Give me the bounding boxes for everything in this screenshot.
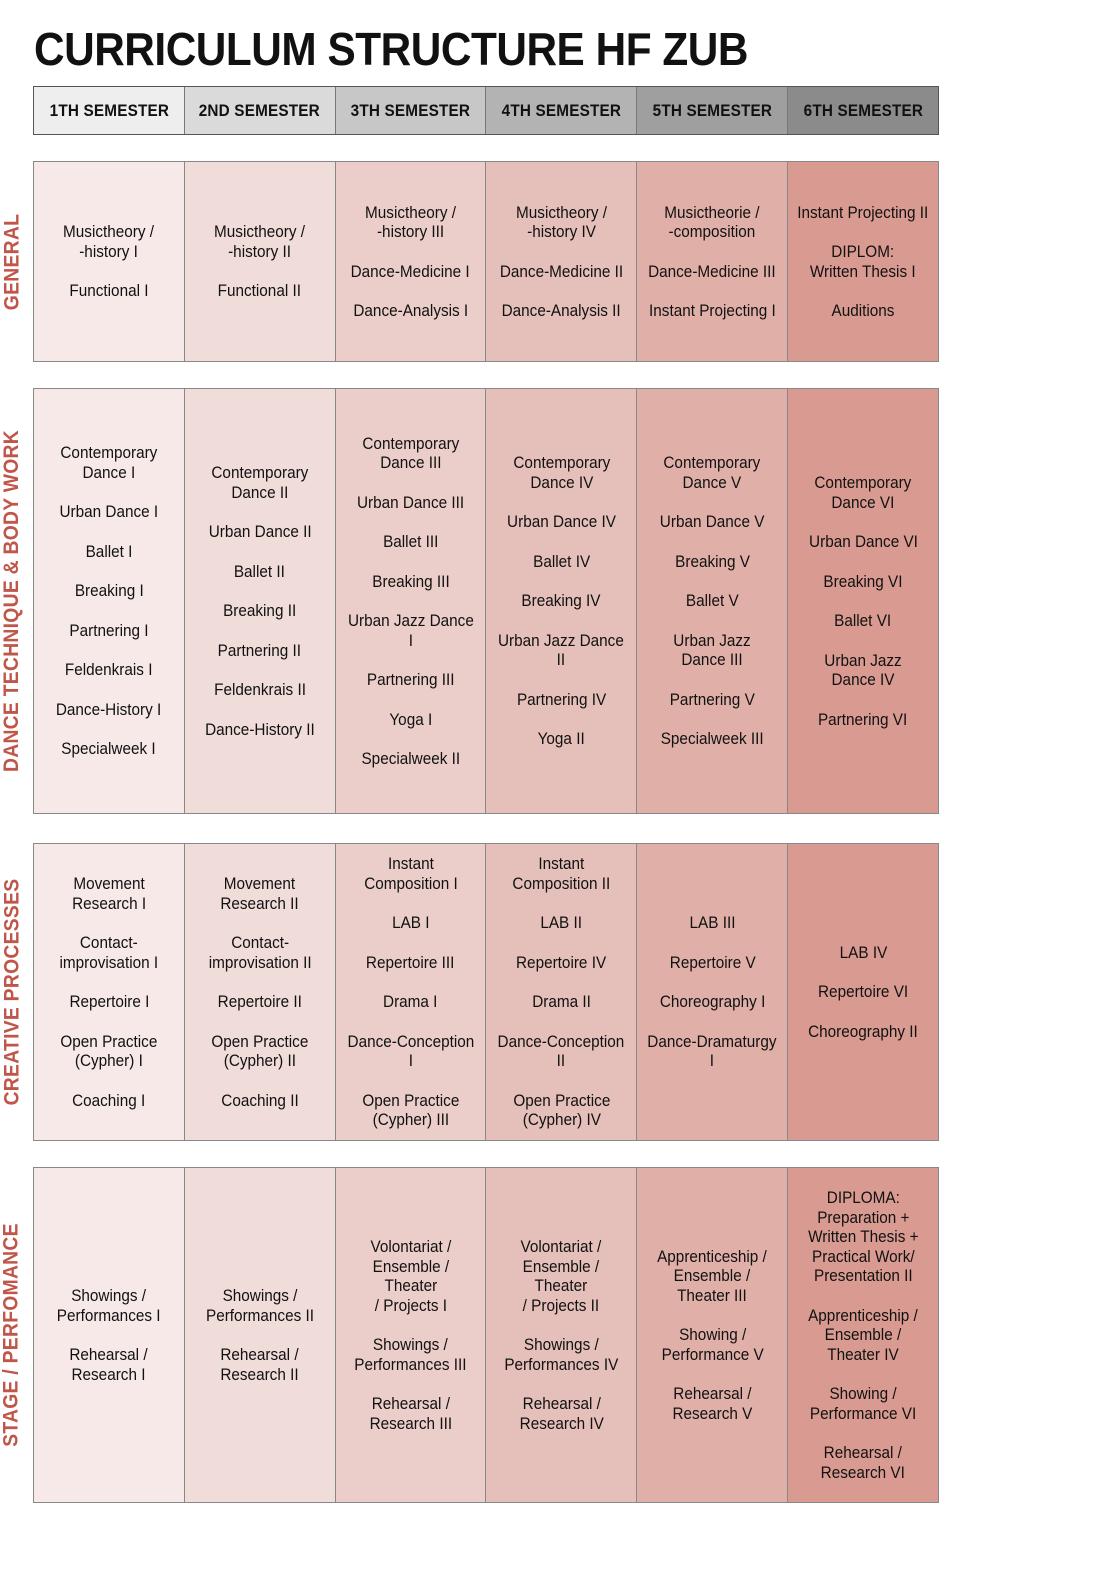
course-item: Repertoire IV <box>516 952 607 972</box>
course-item: Musictheory / -history I <box>63 222 155 261</box>
course-item: Contact- improvisation I <box>59 933 159 972</box>
course-item: Urban Dance VI <box>808 532 918 551</box>
course-item: Musictheory / -history III <box>365 202 457 241</box>
course-item: Dance-Medicine III <box>648 261 777 281</box>
course-item: Showings / Performances I <box>57 1286 161 1325</box>
course-item: Feldenkrais I <box>65 660 153 680</box>
course-item: Repertoire III <box>366 952 455 972</box>
course-item: DIPLOMA: Preparation + Written Thesis + Practical Work/ Presentation II <box>807 1188 919 1285</box>
semester-label: 2ND SEMESTER <box>199 100 321 120</box>
course-item: Urban Dance I <box>59 502 159 522</box>
semester-header-5 <box>637 87 788 134</box>
course-item: Contemporary Dance VI <box>814 473 912 512</box>
course-item: Dance-History I <box>56 699 162 719</box>
course-item: Urban Dance IV <box>506 512 616 532</box>
course-item: Auditions <box>831 301 895 320</box>
course-item: Rehearsal / Research VI <box>820 1443 906 1482</box>
semester-cell <box>788 844 938 1140</box>
semester-label: 5TH SEMESTER <box>652 100 772 120</box>
course-item: Showings / Performances IV <box>504 1335 619 1374</box>
course-item: Musictheory / -history IV <box>515 202 607 241</box>
course-item: Breaking VI <box>823 571 903 591</box>
section-label <box>0 161 24 362</box>
semester-cell <box>637 844 788 1140</box>
course-item: Instant Projecting II <box>797 202 929 222</box>
semester-cell <box>336 844 487 1140</box>
course-item: Repertoire VI <box>817 982 909 1002</box>
course-item: Urban Jazz Dance IV <box>824 650 902 689</box>
semester-cell <box>486 389 637 813</box>
course-item: Repertoire I <box>68 992 149 1011</box>
course-item: Coaching I <box>72 1090 146 1110</box>
section-row <box>33 388 939 814</box>
course-item: Contact- improvisation II <box>208 933 312 972</box>
course-item: Contemporary Dance IV <box>512 453 610 492</box>
semester-label: 3TH SEMESTER <box>350 100 471 120</box>
course-item: Urban Jazz Dance III <box>673 630 751 670</box>
semester-label: 1TH SEMESTER <box>49 100 169 120</box>
semester-cell <box>336 1168 487 1502</box>
course-item: Coaching II <box>221 1090 299 1110</box>
semester-cell <box>788 1168 938 1502</box>
semester-cell <box>34 389 185 813</box>
course-item: Rehearsal / Research III <box>369 1394 452 1433</box>
course-item: Dance-Medicine I <box>351 261 471 281</box>
semester-cell <box>486 162 637 361</box>
course-item: Open Practice (Cypher) III <box>362 1090 460 1130</box>
course-item: Movement Research II <box>220 874 299 913</box>
course-item: Feldenkrais II <box>213 680 306 699</box>
course-item: Choreography I <box>659 992 765 1012</box>
course-item: Breaking I <box>74 581 144 601</box>
course-item: Dance-Conception I <box>347 1031 474 1071</box>
section-label-text: CREATIVE PROCESSES <box>0 878 23 1106</box>
course-item: Urban Dance II <box>208 522 312 541</box>
course-item: Drama II <box>532 992 591 1012</box>
course-item: LAB II <box>540 913 583 933</box>
course-item: LAB III <box>689 913 736 933</box>
course-item: Showings / Performances II <box>205 1286 314 1325</box>
semester-header-4 <box>486 87 637 134</box>
course-item: Volontariat / Ensemble / Theater / Projects II <box>520 1237 602 1315</box>
course-item: Breaking III <box>371 571 450 591</box>
course-item: Dance-Dramaturgy I <box>647 1031 777 1071</box>
course-item: Urban Dance III <box>356 492 465 512</box>
course-item: Dance-History II <box>204 719 315 739</box>
course-item: DIPLOM: Written Thesis I <box>810 242 916 281</box>
section-label <box>0 1167 24 1503</box>
course-item: Open Practice (Cypher) II <box>211 1031 309 1070</box>
course-item: Ballet III <box>382 532 439 551</box>
course-item: Specialweek I <box>61 739 157 759</box>
semester-cell <box>486 1168 637 1502</box>
course-item: Dance-Analysis II <box>501 301 621 320</box>
section-row <box>33 1167 939 1503</box>
course-item: Repertoire II <box>217 992 302 1011</box>
semester-cell <box>185 389 336 813</box>
semester-header-6 <box>788 87 938 134</box>
semester-cell <box>486 844 637 1140</box>
course-item: Urban Dance V <box>659 512 765 532</box>
semester-cell <box>788 389 938 813</box>
course-item: Drama I <box>383 992 438 1012</box>
section-label <box>0 388 24 814</box>
course-item: Repertoire V <box>669 952 756 972</box>
course-item: Instant Composition II <box>512 854 611 893</box>
course-item: Rehearsal / Research II <box>220 1345 299 1384</box>
course-item: Functional II <box>218 281 302 301</box>
semester-cell <box>637 1168 788 1502</box>
course-item: Instant Projecting I <box>648 301 776 320</box>
course-item: Showings / Performances III <box>354 1335 467 1374</box>
course-item: LAB I <box>391 913 430 933</box>
section-label-text: STAGE / PERFOMANCE <box>0 1223 23 1447</box>
semester-header-row <box>33 86 939 135</box>
course-item: Contemporary Dance V <box>663 453 761 492</box>
course-item: Movement Research I <box>71 874 146 913</box>
semester-cell <box>34 162 185 361</box>
semester-cell <box>185 162 336 361</box>
section-row <box>33 161 939 362</box>
course-item: Rehearsal / Research I <box>69 1345 149 1384</box>
course-item: Musictheory / -history II <box>214 222 306 261</box>
section-label-text: DANCE TECHNIQUE & BODY WORK <box>0 430 24 772</box>
semester-header-2 <box>185 87 336 134</box>
semester-cell <box>34 844 185 1140</box>
course-item: Ballet IV <box>532 551 590 571</box>
course-item: Partnering III <box>366 670 455 689</box>
course-item: Contemporary Dance III <box>362 433 460 472</box>
semester-cell <box>336 162 487 361</box>
course-item: Partnering VI <box>818 709 908 729</box>
course-item: Breaking V <box>674 551 750 571</box>
course-item: Ballet V <box>685 591 739 611</box>
course-item: Showing / Performance V <box>661 1325 764 1364</box>
course-item: Open Practice (Cypher) IV <box>512 1090 610 1130</box>
course-item: Partnering II <box>218 640 302 660</box>
semester-cell <box>336 389 487 813</box>
course-item: Partnering V <box>669 689 755 709</box>
course-item: Showing / Performance VI <box>809 1384 917 1423</box>
course-item: Partnering IV <box>516 689 607 709</box>
semester-cell <box>637 389 788 813</box>
section-label <box>0 843 24 1141</box>
course-item: Specialweek III <box>660 729 764 749</box>
page-title: CURRICULUM STRUCTURE HF ZUB <box>34 23 749 75</box>
course-item: Yoga I <box>389 709 432 729</box>
course-item: Volontariat / Ensemble / Theater / Projects I <box>370 1237 451 1315</box>
course-item: Ballet II <box>234 561 286 581</box>
course-item: Apprenticeship / Ensemble / Theater III <box>657 1246 768 1305</box>
section-label-text: GENERAL <box>0 213 23 310</box>
course-item: Apprenticeship / Ensemble / Theater IV <box>808 1305 918 1364</box>
semester-header-3 <box>336 87 487 134</box>
course-item: Partnering I <box>69 620 149 640</box>
course-item: Open Practice (Cypher) I <box>60 1031 158 1070</box>
course-item: Dance-Analysis I <box>353 301 468 320</box>
semester-cell <box>637 162 788 361</box>
semester-header-1 <box>34 87 185 134</box>
course-item: Contemporary Dance I <box>60 443 158 482</box>
course-item: Ballet VI <box>834 611 892 630</box>
course-item: LAB IV <box>839 942 887 962</box>
semester-cell <box>185 1168 336 1502</box>
course-item: Breaking IV <box>521 591 601 611</box>
course-item: Rehearsal / Research IV <box>519 1394 604 1433</box>
course-item: Musictheorie / -composition <box>664 202 760 241</box>
course-item: Instant Composition I <box>363 854 458 893</box>
course-item: Urban Jazz Dance II <box>498 630 625 670</box>
course-item: Functional I <box>69 281 149 301</box>
course-item: Dance-Medicine II <box>499 261 624 281</box>
semester-cell <box>788 162 938 361</box>
semester-cell <box>185 844 336 1140</box>
semester-label: 4TH SEMESTER <box>501 100 622 120</box>
course-item: Contemporary Dance II <box>211 463 309 502</box>
course-item: Specialweek II <box>361 749 460 768</box>
course-item: Dance-Conception II <box>498 1031 625 1071</box>
semester-label: 6TH SEMESTER <box>803 100 923 120</box>
semester-cell <box>34 1168 185 1502</box>
course-item: Rehearsal / Research V <box>672 1384 753 1423</box>
section-row <box>33 843 939 1141</box>
course-item: Yoga II <box>537 729 585 749</box>
course-item: Urban Jazz Dance I <box>347 611 474 650</box>
course-item: Breaking II <box>223 601 297 620</box>
course-item: Ballet I <box>85 541 133 561</box>
course-item: Choreography II <box>808 1021 918 1041</box>
